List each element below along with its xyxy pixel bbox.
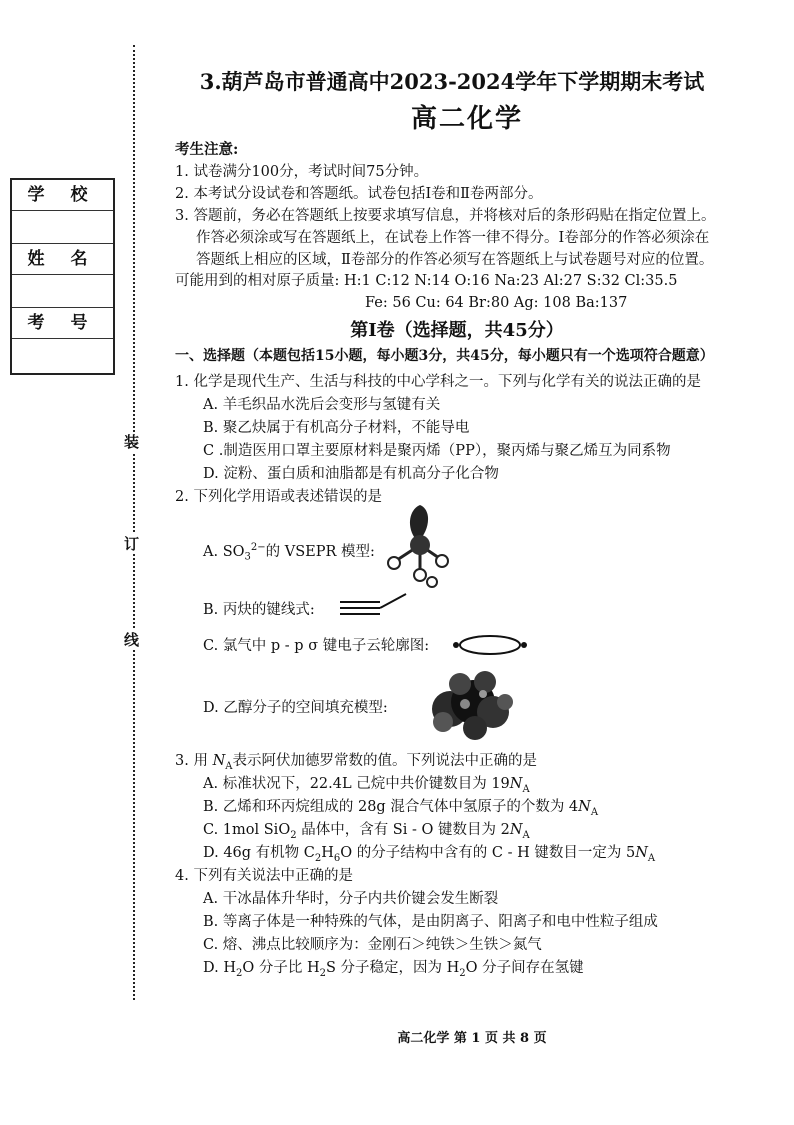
- notice-item-3-cont1: 作答必须涂或写在答题纸上，在试卷上作答一律不得分。Ⅰ卷部分的作答必须涂在: [196, 230, 710, 246]
- q3-d-mid: O 的分子结构中含有的 C - H 键数目一定为 5: [340, 845, 636, 861]
- q3-stem-post: 表示阿伏加德罗常数的值。下列说法中正确的是: [232, 753, 537, 769]
- school-label: 学 校: [12, 180, 113, 211]
- q3-a-na-sub: A: [522, 783, 530, 795]
- ethanol-space-filling-image: [425, 664, 515, 744]
- q2-option-c: C. 氯气中 p - p σ 键电子云轮廓图:: [203, 638, 430, 654]
- q1-option-b: B. 聚乙炔属于有机高分子材料，不能导电: [203, 420, 470, 436]
- q4-option-a: A. 干冰晶体升华时，分子内共价键会发生断裂: [203, 891, 499, 907]
- q1-option-c: C .制造医用口罩主要原材料是聚丙烯（PP），聚丙烯与聚乙烯互为同系物: [203, 443, 671, 459]
- exam-title: 3.葫芦岛市普通高中2023-2024学年下学期期末考试: [199, 69, 705, 94]
- q3-a-na: N: [509, 776, 523, 792]
- section-title: 第Ⅰ卷（选择题，共45分）: [350, 320, 564, 341]
- q3-option-c: [203, 820, 530, 846]
- q3-a-text: A. 标准状况下，22.4L 己烷中共价键数目为 19: [203, 776, 510, 792]
- notice-item-2: 2. 本考试分设试卷和答题纸。试卷包括Ⅰ卷和Ⅱ卷两部分。: [175, 186, 543, 202]
- atomic-masses-2: Fe: 56 Cu: 64 Br:80 Ag: 108 Ba:137: [365, 295, 628, 311]
- binding-label-zhuang: 装: [124, 433, 140, 451]
- q3-d-h: H: [321, 845, 334, 861]
- q1-option-a: A. 羊毛织品水洗后会变形与氢键有关: [203, 397, 441, 413]
- exam-number-label: 考 号: [12, 308, 113, 339]
- vsepr-model-image: [380, 500, 460, 595]
- notice-item-3-cont2: 答题纸上相应的区域，Ⅱ卷部分的作答必须写在答题纸上与试卷题号对应的位置。: [196, 252, 714, 268]
- q3-na: N: [212, 753, 226, 769]
- q2-option-b: B. 丙炔的键线式:: [203, 602, 315, 618]
- q4-option-b: B. 等离子体是一种特殊的气体，是由阴离子、阳离子和电中性粒子组成: [203, 914, 658, 930]
- propyne-skeletal-image: [338, 590, 413, 620]
- q1-option-d: D. 淀粉、蛋白质和油脂都是有机高分子化合物: [203, 466, 499, 482]
- name-field[interactable]: [12, 275, 113, 308]
- q2-option-d: D. 乙醇分子的空间填充模型:: [203, 700, 388, 716]
- page-footer: 高二化学 第 1 页 共 8 页: [397, 1031, 547, 1046]
- q2-a-sub: 3: [244, 551, 251, 563]
- q3-b-na-sub: A: [590, 806, 599, 818]
- q3-b-na: N: [578, 799, 591, 815]
- q3-c-text: C. 1mol SiO: [203, 822, 291, 838]
- q4-d-mid: O 分子比 H: [242, 960, 320, 976]
- q4-stem: 4. 下列有关说法中正确的是: [175, 868, 353, 884]
- q3-d-sub-h: 6: [333, 852, 341, 864]
- q3-b-text: B. 乙烯和环丙烷组成的 28g 混合气体中氢原子的个数为 4: [203, 799, 579, 815]
- subject-title: 高二化学: [410, 104, 523, 134]
- q3-stem: [175, 751, 537, 777]
- notice-item-3: 3. 答题前，务必在答题纸上按要求填写信息，并将核对后的条形码贴在指定位置上。: [175, 208, 716, 224]
- q4-d-sub1: 2: [235, 967, 243, 979]
- q2-a-formula: A. SO: [203, 543, 245, 560]
- q3-c-na-sub: A: [522, 829, 530, 841]
- q3-d-na-sub: A: [647, 852, 656, 864]
- name-label: 姓 名: [12, 244, 113, 275]
- q3-c-sub: 2: [290, 829, 297, 841]
- q3-option-d: [203, 843, 655, 869]
- q3-c-mid: 晶体中，含有 Si - O 键数目为 2: [296, 822, 510, 838]
- q2-stem: 2. 下列化学用语或表述错误的是: [175, 489, 382, 505]
- q4-option-d: [203, 958, 584, 984]
- q3-c-na: N: [509, 822, 523, 838]
- exam-number-field[interactable]: [12, 339, 113, 371]
- q2-a-sup: 2−: [250, 542, 266, 553]
- q4-option-c: C. 熔、沸点比较顺序为：金刚石＞纯铁＞生铁＞氮气: [203, 937, 542, 953]
- binding-label-xian: 线: [124, 631, 140, 649]
- binding-label-ding: 订: [124, 535, 140, 553]
- q3-d-sub-c: 2: [314, 852, 322, 864]
- q3-d-na: N: [635, 845, 648, 861]
- student-info-box: [10, 178, 115, 375]
- q4-d-mid2: S 分子稳定，因为 H: [326, 960, 460, 976]
- section-instruction: 一、选择题（本题包括15小题，每小题3分，共45分，每小题只有一个选项符合题意）: [175, 348, 714, 364]
- sigma-bond-orbital-image: [450, 632, 530, 658]
- q4-d-pre: D. H: [203, 960, 236, 976]
- q3-option-b: [203, 797, 598, 823]
- school-field[interactable]: [12, 211, 113, 244]
- notice-heading: 考生注意:: [175, 141, 239, 158]
- q1-stem: 1. 化学是现代生产、生活与科技的中心学科之一。下列与化学有关的说法正确的是: [175, 374, 701, 390]
- q4-d-sub3: 2: [459, 967, 466, 979]
- q4-d-sub2: 2: [319, 967, 326, 979]
- q2-a-text: 的 VSEPR 模型:: [265, 543, 375, 560]
- q4-d-post: O 分子间存在氢键: [465, 960, 584, 976]
- q3-na-sub: A: [225, 760, 233, 772]
- q2-option-a: [203, 538, 375, 568]
- q3-d-text: D. 46g 有机物 C: [203, 845, 315, 861]
- binding-dotted-line: [133, 45, 135, 1000]
- atomic-masses-1: 可能用到的相对原子质量: H:1 C:12 N:14 O:16 Na:23 Al:27 S:32 Cl:35.5: [175, 273, 678, 289]
- q3-stem-pre: 3. 用: [175, 753, 213, 769]
- q3-option-a: [203, 774, 530, 800]
- notice-item-1: 1. 试卷满分100分，考试时间75分钟。: [175, 164, 429, 180]
